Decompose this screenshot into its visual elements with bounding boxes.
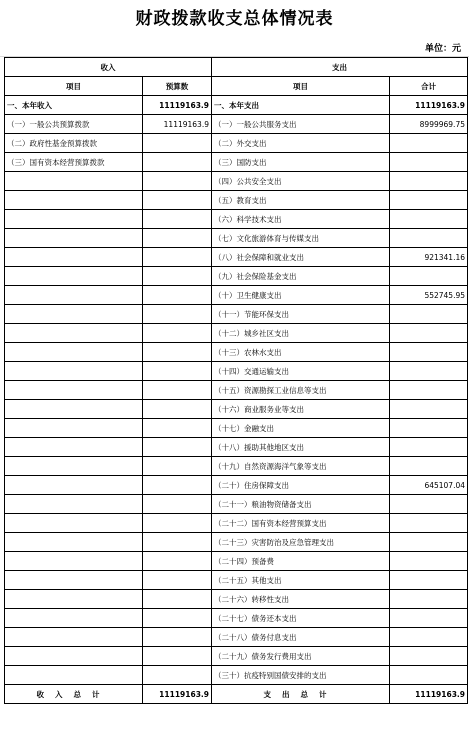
- income-item-cell: [5, 305, 143, 324]
- income-item-cell: [5, 476, 143, 495]
- table-row: [5, 362, 468, 381]
- expense-item-cell: （十）卫生健康支出: [212, 286, 390, 305]
- income-budget-cell: [143, 267, 212, 286]
- income-budget-cell: [143, 647, 212, 666]
- income-header: 收入: [5, 58, 212, 77]
- table-row: [5, 609, 468, 628]
- expense-total-cell: [390, 609, 468, 628]
- expense-item-cell: （十八）援助其他地区支出: [212, 438, 390, 457]
- table-row: [5, 590, 468, 609]
- expense-item-cell: （二十九）债务发行费用支出: [212, 647, 390, 666]
- expense-total-cell: [390, 628, 468, 647]
- table-row: [5, 96, 468, 115]
- income-budget-cell: [143, 381, 212, 400]
- expense-item-cell: （二十六）转移性支出: [212, 590, 390, 609]
- col-header-item: 项目: [5, 77, 143, 96]
- table-row: [5, 419, 468, 438]
- expense-item-cell: （一）一般公共服务支出: [212, 115, 390, 134]
- table-row: [5, 286, 468, 305]
- expense-total-cell: 645107.04: [390, 476, 468, 495]
- expense-total-cell: 921341.16: [390, 248, 468, 267]
- income-budget-cell: [143, 457, 212, 476]
- income-item-cell: [5, 172, 143, 191]
- expense-item-cell: （二）外交支出: [212, 134, 390, 153]
- income-total-value: 11119163.9: [143, 685, 212, 704]
- expense-item-cell: （六）科学技术支出: [212, 210, 390, 229]
- table-row: [5, 324, 468, 343]
- col-header-budget: 预算数: [143, 77, 212, 96]
- income-budget-cell: [143, 533, 212, 552]
- income-budget-cell: 11119163.9: [143, 115, 212, 134]
- sheet-gridline-row: [0, 38, 469, 57]
- table-row: [5, 552, 468, 571]
- income-item-cell: [5, 438, 143, 457]
- table-row: [5, 533, 468, 552]
- expense-item-cell: （十五）资源勘探工业信息等支出: [212, 381, 390, 400]
- expense-total-cell: [390, 457, 468, 476]
- income-budget-cell: [143, 476, 212, 495]
- expense-total-cell: [390, 666, 468, 685]
- expense-item-cell: （三）国防支出: [212, 153, 390, 172]
- income-budget-cell: [143, 628, 212, 647]
- table-row: [5, 305, 468, 324]
- expense-total-cell: [390, 552, 468, 571]
- expense-total-cell: [390, 419, 468, 438]
- income-budget-cell: [143, 552, 212, 571]
- income-item-cell: [5, 248, 143, 267]
- income-budget-cell: [143, 400, 212, 419]
- table-row: [5, 229, 468, 248]
- table-row: [5, 248, 468, 267]
- col-header-item2: 项目: [212, 77, 390, 96]
- fiscal-table: [4, 57, 468, 704]
- income-item-cell: [5, 267, 143, 286]
- expense-total-cell: [390, 514, 468, 533]
- income-budget-cell: [143, 229, 212, 248]
- income-item-cell: [5, 229, 143, 248]
- expense-total-cell: [390, 153, 468, 172]
- expense-item-cell: （二十七）债务还本支出: [212, 609, 390, 628]
- income-budget-cell: [143, 590, 212, 609]
- income-budget-cell: [143, 438, 212, 457]
- income-budget-cell: [143, 495, 212, 514]
- income-budget-cell: [143, 609, 212, 628]
- table-row: [5, 191, 468, 210]
- table-row: [5, 647, 468, 666]
- income-item-cell: [5, 609, 143, 628]
- table-row: [5, 210, 468, 229]
- table-row: [5, 438, 468, 457]
- expense-total-cell: [390, 229, 468, 248]
- income-item-cell: （三）国有资本经营预算拨款: [5, 153, 143, 172]
- income-item-cell: [5, 210, 143, 229]
- income-budget-cell: [143, 362, 212, 381]
- income-budget-cell: [143, 324, 212, 343]
- income-item-cell: [5, 419, 143, 438]
- section-header-row: [5, 58, 468, 77]
- income-budget-cell: [143, 419, 212, 438]
- table-row: [5, 153, 468, 172]
- income-budget-cell: [143, 343, 212, 362]
- expense-item-cell: （五）教育支出: [212, 191, 390, 210]
- table-row: [5, 172, 468, 191]
- column-header-row: [5, 77, 468, 96]
- expense-item-cell: （八）社会保障和就业支出: [212, 248, 390, 267]
- income-item-cell: [5, 400, 143, 419]
- expense-item-cell: （十九）自然资源海洋气象等支出: [212, 457, 390, 476]
- income-item-cell: [5, 514, 143, 533]
- expense-item-cell: （十六）商业服务业等支出: [212, 400, 390, 419]
- income-item-cell: [5, 628, 143, 647]
- income-budget-cell: [143, 571, 212, 590]
- expense-total-cell: [390, 590, 468, 609]
- table-row: [5, 457, 468, 476]
- income-budget-cell: [143, 305, 212, 324]
- expense-item-cell: （七）文化旅游体育与传媒支出: [212, 229, 390, 248]
- expense-item-cell: （二十）住房保障支出: [212, 476, 390, 495]
- unit-label: 单位：元: [424, 44, 461, 54]
- income-item-cell: 一、本年收入: [5, 96, 143, 115]
- expense-total-cell: [390, 571, 468, 590]
- income-item-cell: [5, 343, 143, 362]
- expense-item-cell: （二十一）粮油物资储备支出: [212, 495, 390, 514]
- table-row: [5, 115, 468, 134]
- expense-total-cell: [390, 267, 468, 286]
- expense-total-cell: [390, 191, 468, 210]
- table-row: [5, 495, 468, 514]
- expense-item-cell: （十二）城乡社区支出: [212, 324, 390, 343]
- expense-total-cell: [390, 495, 468, 514]
- income-budget-cell: [143, 210, 212, 229]
- expense-item-cell: （二十三）灾害防治及应急管理支出: [212, 533, 390, 552]
- expense-item-cell: （十一）节能环保支出: [212, 305, 390, 324]
- expense-total-cell: [390, 400, 468, 419]
- expense-total-cell: [390, 343, 468, 362]
- income-budget-cell: 11119163.9: [143, 96, 212, 115]
- income-budget-cell: [143, 248, 212, 267]
- income-item-cell: [5, 457, 143, 476]
- income-item-cell: [5, 381, 143, 400]
- expense-item-cell: （二十四）预备费: [212, 552, 390, 571]
- income-item-cell: [5, 324, 143, 343]
- col-header-total: 合计: [390, 77, 468, 96]
- expense-total-cell: [390, 305, 468, 324]
- income-item-cell: [5, 571, 143, 590]
- expense-item-cell: （二十八）债务付息支出: [212, 628, 390, 647]
- income-item-cell: [5, 647, 143, 666]
- expense-total-cell: [390, 438, 468, 457]
- total-row: [5, 685, 468, 704]
- income-item-cell: [5, 590, 143, 609]
- income-budget-cell: [143, 514, 212, 533]
- income-item-cell: [5, 552, 143, 571]
- expense-item-cell: （十三）农林水支出: [212, 343, 390, 362]
- expense-item-cell: （十四）交通运输支出: [212, 362, 390, 381]
- table-row: [5, 343, 468, 362]
- income-budget-cell: [143, 134, 212, 153]
- expense-total-cell: [390, 533, 468, 552]
- table-row: [5, 400, 468, 419]
- expense-item-cell: （九）社会保险基金支出: [212, 267, 390, 286]
- income-budget-cell: [143, 153, 212, 172]
- income-item-cell: （二）政府性基金预算拨款: [5, 134, 143, 153]
- income-budget-cell: [143, 286, 212, 305]
- expense-total-cell: [390, 362, 468, 381]
- expense-total-value: 11119163.9: [390, 685, 468, 704]
- income-total-label: 收入总计: [5, 685, 143, 704]
- expense-total-cell: [390, 324, 468, 343]
- income-item-cell: [5, 495, 143, 514]
- table-row: [5, 381, 468, 400]
- income-budget-cell: [143, 666, 212, 685]
- table-row: [5, 267, 468, 286]
- expense-total-cell: [390, 172, 468, 191]
- table-row: [5, 628, 468, 647]
- income-item-cell: [5, 286, 143, 305]
- income-item-cell: [5, 666, 143, 685]
- expense-item-cell: （二十五）其他支出: [212, 571, 390, 590]
- income-item-cell: [5, 362, 143, 381]
- table-body: [5, 96, 468, 685]
- table-row: [5, 571, 468, 590]
- expense-total-cell: [390, 210, 468, 229]
- expense-total-label: 支出总计: [212, 685, 390, 704]
- expense-header: 支出: [212, 58, 468, 77]
- table-row: [5, 476, 468, 495]
- expense-total-cell: [390, 381, 468, 400]
- expense-item-cell: （三十）抗疫特别国债安排的支出: [212, 666, 390, 685]
- table-row: [5, 666, 468, 685]
- table-row: [5, 514, 468, 533]
- expense-total-cell: 11119163.9: [390, 96, 468, 115]
- income-budget-cell: [143, 172, 212, 191]
- expense-total-cell: 552745.95: [390, 286, 468, 305]
- expense-total-cell: 8999969.75: [390, 115, 468, 134]
- table-row: [5, 134, 468, 153]
- income-item-cell: [5, 191, 143, 210]
- income-item-cell: [5, 533, 143, 552]
- income-item-cell: （一）一般公共预算拨款: [5, 115, 143, 134]
- expense-total-cell: [390, 134, 468, 153]
- expense-item-cell: （二十二）国有资本经营预算支出: [212, 514, 390, 533]
- expense-total-cell: [390, 647, 468, 666]
- page-title: 财政拨款收支总体情况表: [135, 9, 334, 29]
- income-budget-cell: [143, 191, 212, 210]
- expense-item-cell: （十七）金融支出: [212, 419, 390, 438]
- expense-item-cell: （四）公共安全支出: [212, 172, 390, 191]
- expense-item-cell: 一、本年支出: [212, 96, 390, 115]
